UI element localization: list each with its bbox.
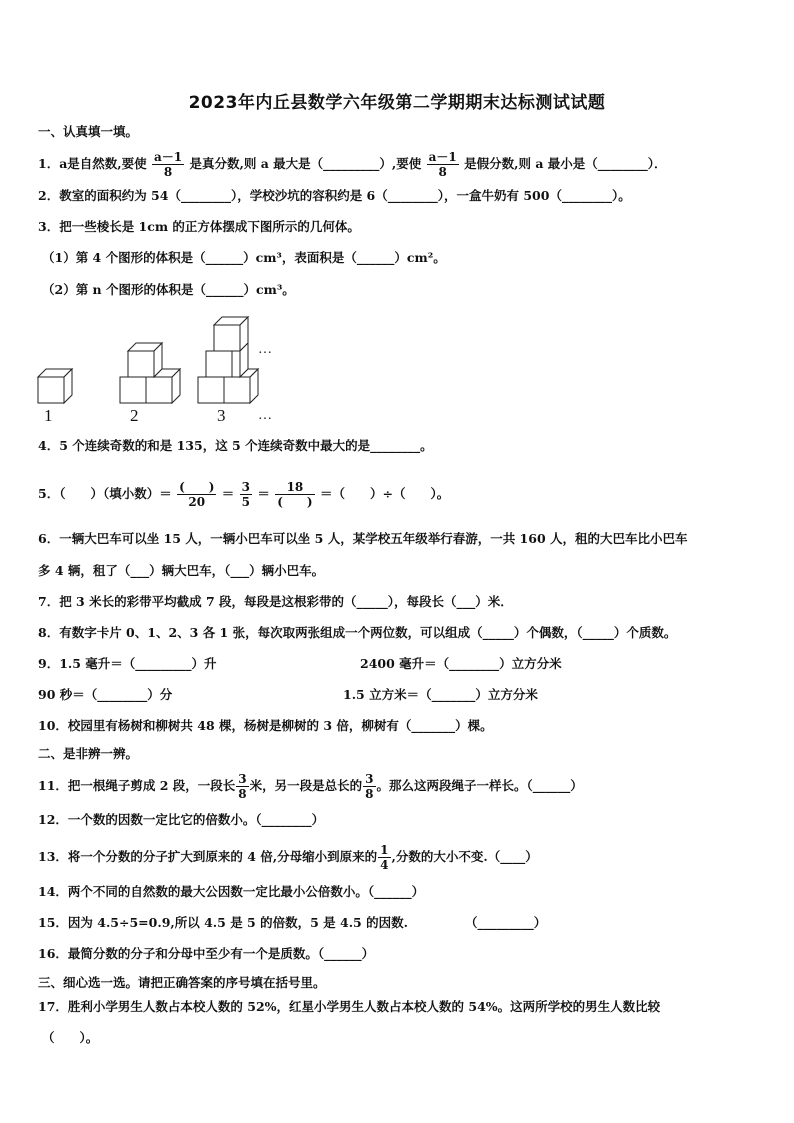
q5-text-a: 5．（ ）（填小数）＝ (38, 486, 172, 501)
question-15: 15．因为 4.5÷5=0.9,所以 4.5 是 5 的倍数，5 是 4.5 的因数. (38, 915, 408, 930)
question-5 (38, 480, 449, 509)
figure-label-3: 3 (217, 406, 226, 425)
question-16: 16．最简分数的分子和分母中至少有一个是质数。（______） (38, 946, 375, 961)
question-12: 12．一个数的因数一定比它的倍数小。（________） (38, 812, 325, 827)
question-6-line-2: 多 4 辆，租了（___）辆大巴车，（___）辆小巴车。 (38, 563, 325, 578)
cube-stacks-svg (30, 305, 290, 430)
section-3-heading: 三、细心选一选。请把正确答案的序号填在括号里。 (38, 975, 326, 990)
q5-text-b: ＝（ ）÷（ ）。 (319, 486, 450, 501)
q1-fraction-2: $\frac{a-1}{8}$ (428, 150, 457, 179)
q5-equals-2: ＝ (257, 486, 270, 501)
question-10: 10．校园里有杨树和柳树共 48 棵，杨树是柳树的 3 倍，柳树有（_______）棵。 (38, 718, 493, 733)
q5-fraction-3: $\frac{18}{( )}$ (277, 480, 313, 509)
question-17-line-2: （ ）。 (42, 1030, 99, 1045)
question-8: 8．有数字卡片 0、1、2、3 各 1 张，每次取两张组成一个两位数，可以组成（_____）个偶数，（_____）个质数。 (38, 625, 677, 640)
q11-text-c: 。那么这两段绳子一样长。（______） (376, 778, 583, 793)
q13-text-a: 13．将一个分数的分子扩大到原来的 4 倍,分母缩小到原来的 (38, 849, 378, 864)
question-2: 2．教室的面积约为 54（________），学校沙坑的容积约是 6（________），一盒牛奶有 500（________）。 (38, 188, 631, 203)
question-15-answer: （_________） (465, 915, 547, 930)
q1-text-c: 是假分数,则 a 最小是（________）． (464, 156, 667, 171)
q5-fraction-2: $\frac{3}{5}$ (241, 480, 251, 509)
figure-ellipsis-bottom: … (258, 408, 272, 423)
figure-ellipsis-top: … (258, 342, 272, 357)
question-9-a: 9．1.5 毫升＝（_________）升 (38, 656, 217, 671)
question-4: 4．5 个连续奇数的和是 135，这 5 个连续奇数中最大的是________。 (38, 438, 433, 453)
question-11 (38, 772, 583, 801)
page-title: 2023年内丘县数学六年级第二学期期末达标测试试题 (188, 93, 606, 113)
q11-fraction-1: $\frac{3}{8}$ (238, 772, 247, 801)
question-3-part-2: （2）第 n 个图形的体积是（______）cm³。 (42, 282, 295, 297)
q1-fraction-1: $\frac{a-1}{8}$ (154, 150, 183, 179)
figure-label-2: 2 (130, 406, 139, 425)
question-13 (38, 843, 538, 872)
question-17-line-1: 17．胜利小学男生人数占本校人数的 52%，红星小学男生人数占本校人数的 54%。这两所学校的男生人数比较 (38, 999, 661, 1014)
q11-fraction-2: $\frac{3}{8}$ (365, 772, 374, 801)
section-1-heading: 一、认真填一填。 (38, 124, 139, 139)
question-9-b: 2400 毫升＝（________）立方分米 (360, 656, 562, 671)
q1-text-b: 是真分数,则 a 最大是（_________）,要使 (189, 156, 422, 171)
q13-text-b: ,分数的大小不变.（____） (391, 849, 538, 864)
cube-stack-3 (198, 317, 258, 403)
question-14: 14．两个不同的自然数的最大公因数一定比最小公倍数小。（______） (38, 884, 425, 899)
question-1 (38, 150, 667, 179)
section-2-heading: 二、是非辨一辨。 (38, 746, 139, 761)
question-6-line-1: 6．一辆大巴车可以坐 15 人，一辆小巴车可以坐 5 人，某学校五年级举行春游，一共 160 人，租的大巴车比小巴车 (38, 531, 688, 546)
q11-text-a: 11．把一根绳子剪成 2 段，一段长 (38, 778, 236, 793)
q13-fraction: $\frac{1}{4}$ (380, 843, 389, 872)
question-7: 7．把 3 米长的彩带平均截成 7 段，每段是这根彩带的（_____），每段长（___）米． (38, 594, 513, 609)
q5-fraction-1: $\frac{( )}{20}$ (179, 480, 215, 509)
question-3-part-1: （1）第 4 个图形的体积是（______）cm³，表面积是（______）cm²。 (42, 250, 446, 265)
question-9-c: 90 秒＝（________）分 (38, 687, 173, 702)
q5-equals-1: ＝ (221, 486, 235, 501)
cube-stacks-figure (30, 305, 290, 430)
question-3: 3．把一些棱长是 1cm 的正方体摆成下图所示的几何体。 (38, 219, 360, 234)
cube-stack-1 (38, 369, 72, 403)
question-9-d: 1.5 立方米＝（_______）立方分米 (343, 687, 538, 702)
figure-label-1: 1 (44, 406, 53, 425)
q11-text-b: 米，另一段是总长的 (249, 778, 363, 793)
q1-text-a: 1．a是自然数,要使 (38, 156, 147, 171)
cube-stack-2 (120, 343, 180, 403)
